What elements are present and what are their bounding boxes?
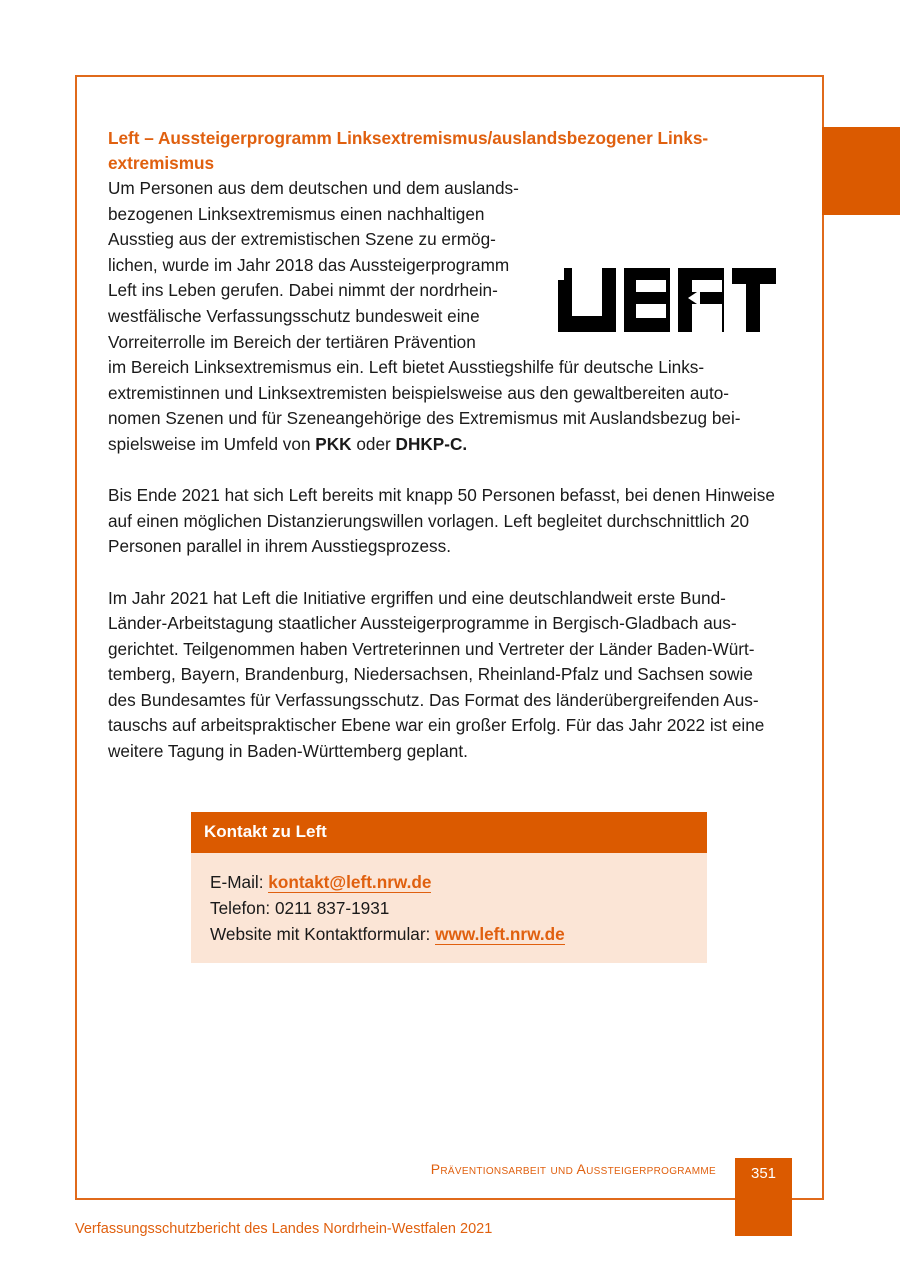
page-number: 351: [750, 1165, 777, 1182]
para-line: gerichtet. Teilgenommen haben Vertreterinnen und Vertreter der Länder Baden-Würt-: [108, 638, 755, 659]
para-line: Bis Ende 2021 hat sich Left bereits mit knapp 50 Personen befasst, bei denen Hinweise: [108, 485, 775, 506]
phone-number: 0211 837-1931: [274, 898, 390, 918]
intro-line: extremistinnen und Linksextremisten beispielsweise aus den gewaltbereiten auto-: [108, 382, 730, 403]
contact-details: [191, 853, 707, 963]
contact-box: [191, 812, 707, 963]
intro-line: lichen, wurde im Jahr 2018 das Aussteigerprogramm: [108, 254, 510, 275]
dhkp-term: DHKP-C.: [395, 433, 468, 454]
contact-title: Kontakt zu Left: [191, 812, 707, 853]
para-line: temberg, Bayern, Brandenburg, Niedersachsen, Rheinland-Pfalz und Sachsen sowie: [108, 664, 753, 685]
main-content: [108, 126, 798, 765]
para-line: Personen parallel in ihrem Ausstiegsprozess.: [108, 536, 451, 557]
para-line: des Bundesamtes für Verfassungsschutz. Das Format des länderübergreifenden Aus-: [108, 689, 759, 710]
report-title: Verfassungsschutzbericht des Landes Nordrhein-Westfalen 2021: [75, 1221, 493, 1237]
paragraph-2: [108, 483, 798, 560]
para-line: Länder-Arbeitstagung staatlicher Aussteigerprogramme in Bergisch-Gladbach aus-: [108, 613, 737, 634]
intro-line: westfälische Verfassungsschutz bundesweit eine: [108, 305, 480, 326]
contact-email-row: E-Mail: kontakt@left.nrw.de: [210, 872, 432, 892]
pkk-term: PKK: [315, 433, 352, 454]
paragraph-3: [108, 586, 798, 765]
contact-website-row: Website mit Kontaktformular: www.left.nrw.de: [210, 924, 565, 944]
intro-text-wrapped: [108, 176, 538, 355]
intro-line: Left ins Leben gerufen. Dabei nimmt der nordrhein-: [108, 280, 498, 301]
section-heading: Left – Aussteigerprogramm Linksextremismus/auslandsbezogener Links-extremismus: [108, 128, 709, 173]
contact-phone-row: Telefon: 0211 837-1931: [210, 898, 390, 918]
chapter-side-tab: [822, 127, 900, 215]
left-logo: [558, 268, 776, 332]
intro-line: nomen Szenen und für Szeneangehörige des Extremismus mit Auslandsbezug bei-: [108, 408, 741, 429]
para-line: weitere Tagung in Baden-Württemberg geplant.: [108, 741, 468, 762]
page-number-box: [735, 1158, 792, 1236]
intro-line: Um Personen aus dem deutschen und dem auslands-: [108, 178, 519, 198]
para-line: auf einen möglichen Distanzierungswillen vorlagen. Left begleitet durchschnittlich 20: [108, 510, 750, 531]
website-link[interactable]: www.left.nrw.de: [435, 924, 565, 944]
intro-line: bezogenen Linksextremismus einen nachhaltigen: [108, 203, 485, 224]
intro-block: [108, 176, 798, 355]
intro-last-line: spielsweise im Umfeld von PKK oder DHKP-C.: [108, 433, 468, 454]
intro-line: Ausstieg aus der extremistischen Szene zu ermög-: [108, 229, 496, 250]
intro-line: Vorreiterrolle im Bereich der tertiären Prävention: [108, 331, 476, 352]
email-link[interactable]: kontakt@left.nrw.de: [268, 872, 432, 892]
chapter-title: Präventionsarbeit und Aussteigerprogramme: [430, 1161, 716, 1177]
intro-line: im Bereich Linksextremismus ein. Left bietet Ausstiegshilfe für deutsche Links-: [108, 357, 705, 378]
para-line: Im Jahr 2021 hat Left die Initiative ergriffen und eine deutschlandweit erste Bund-: [108, 587, 726, 608]
para-line: tauschs auf arbeitspraktischer Ebene war ein großer Erfolg. Für das Jahr 2022 ist eine: [108, 715, 765, 736]
